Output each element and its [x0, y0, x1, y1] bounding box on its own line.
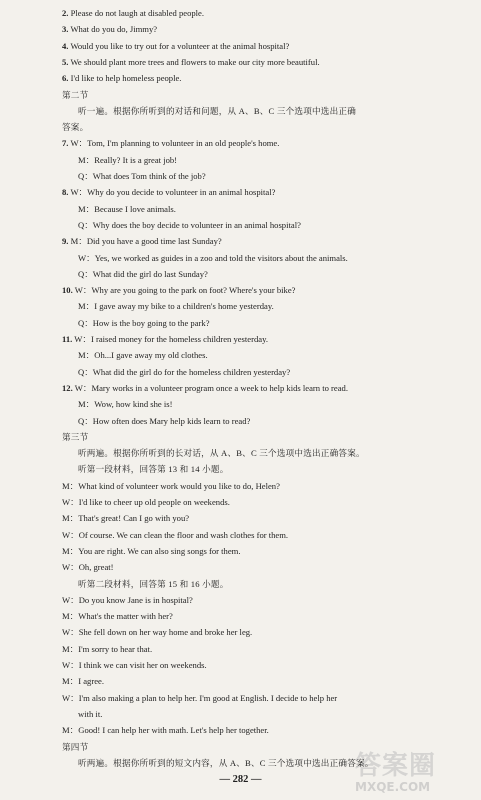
question-number: 12.: [62, 382, 73, 393]
item-5: [62, 57, 320, 68]
line-text: with it.: [78, 708, 103, 719]
line-text: W：I think we can visit her on weekends.: [62, 660, 207, 670]
line-text: W：I'm also making a plan to help her. I'm good at English. I decide to help her: [62, 692, 338, 703]
line-text: 听两遍。根据你所听到的长对话，从 A、B、C 三个选项中选出正确答案。: [78, 448, 365, 459]
item-8-q: [78, 220, 301, 231]
item-7-q: [78, 171, 206, 182]
question-number: 7.: [62, 138, 69, 149]
line-text: M：Wow, how kind she is!: [78, 399, 173, 410]
dialog-2-line-8: [62, 725, 269, 736]
item-11: [62, 334, 268, 345]
dialog-2-line-4: [62, 644, 152, 655]
item-12-q: [78, 416, 250, 427]
question-number: 8.: [62, 187, 69, 198]
item-9-q: [78, 269, 208, 280]
item-2: [62, 8, 204, 19]
material-1-heading: [78, 464, 229, 475]
line-text: W：Why do you decide to volunteer in an animal hospital?: [68, 187, 276, 198]
item-10: [62, 285, 295, 296]
line-text: 第三节: [62, 431, 89, 442]
section-2-heading: [62, 90, 88, 101]
line-text: W：Mary works in a volunteer program once a week to help kids learn to read.: [72, 382, 348, 393]
line-text: M：What kind of volunteer work would you like to do, Helen?: [62, 480, 280, 491]
line-text: What do you do, Jimmy?: [68, 24, 158, 35]
question-number: 6.: [62, 73, 69, 84]
line-text: 第四节: [62, 741, 89, 752]
dialog-1-line-2: [62, 497, 230, 508]
watermark-url: MXQE.COM: [355, 780, 431, 794]
dialog-2-line-7-cont: [78, 709, 102, 720]
line-text: 听两遍。根据你所听到的短文内容，从 A、B、C 三个选项中选出正确答案。: [78, 757, 374, 768]
dialog-1-line-5: [62, 546, 241, 557]
section-4-heading: [62, 742, 88, 753]
section-2-instruction: [78, 106, 356, 117]
dialog-1-line-1: [62, 481, 280, 492]
item-9: [62, 236, 222, 247]
item-11-q: [78, 367, 290, 378]
line-text: W：Why are you going to the park on foot? Where's your bike?: [72, 285, 296, 296]
line-text: M：Did you have a good time last Sunday?: [68, 236, 222, 247]
question-number: 5.: [62, 56, 69, 67]
item-7-m: [78, 155, 177, 166]
line-text: Q：Why does the boy decide to volunteer in an animal hospital?: [78, 219, 301, 230]
question-number: 9.: [62, 236, 69, 247]
item-8-m: [78, 204, 176, 215]
dialog-1-line-6: [62, 562, 114, 573]
item-6: [62, 73, 181, 84]
line-text: We should plant more trees and flowers to make our city more beautiful.: [68, 56, 320, 67]
line-text: W：Do you know Jane is in hospital?: [62, 594, 193, 605]
item-10-q: [78, 318, 210, 329]
dialog-1-line-4: [62, 530, 288, 541]
watermark-text: 答案圈: [355, 751, 437, 781]
section-3-heading: [62, 432, 88, 443]
line-text: 第二节: [62, 89, 89, 100]
line-text: M：I agree.: [62, 676, 104, 687]
line-text: Q：How is the boy going to the park?: [78, 317, 210, 328]
line-text: Q：How often does Mary help kids learn to read?: [78, 415, 251, 426]
item-9-w: [78, 253, 348, 264]
item-11-m: [78, 350, 208, 361]
line-text: Please do not laugh at disabled people.: [68, 8, 205, 18]
line-text: Q：What did the girl do for the homeless children yesterday?: [78, 366, 291, 377]
line-text: M：What's the matter with her?: [62, 611, 173, 622]
line-text: W：I'd like to cheer up old people on weekends.: [62, 497, 230, 507]
question-number: 3.: [62, 24, 69, 35]
line-text: 听第一段材料，回答第 13 和 14 小题。: [78, 464, 229, 475]
line-text: M：I'm sorry to hear that.: [62, 643, 153, 654]
line-text: W：I raised money for the homeless children yesterday.: [72, 334, 268, 344]
section-4-instruction: [78, 758, 374, 769]
line-text: Q：What does Tom think of the job?: [78, 171, 206, 181]
line-text: W：She fell down on her way home and broke her leg.: [62, 627, 253, 638]
line-text: M：You are right. We can also sing songs for them.: [62, 545, 241, 556]
line-text: W：Oh, great!: [62, 562, 114, 573]
line-text: M：Oh...I gave away my old clothes.: [78, 350, 208, 361]
line-text: M：Good! I can help her with math. Let's help her together.: [62, 725, 269, 736]
dialog-2-line-2: [62, 611, 173, 622]
question-number: 10.: [62, 285, 73, 296]
dialog-2-line-3: [62, 627, 252, 638]
line-text: 听第二段材料，回答第 15 和 16 小题。: [78, 578, 229, 589]
item-12: [62, 383, 348, 394]
dialog-2-line-7: [62, 693, 337, 704]
section-2-instruction-cont: [62, 122, 88, 133]
question-number: 11.: [62, 334, 73, 344]
line-text: I'd like to help homeless people.: [68, 73, 182, 84]
item-10-m: [78, 301, 274, 312]
material-2-heading: [78, 579, 229, 590]
item-8: [62, 187, 275, 198]
line-text: 听一遍。根据你所听到的对话和问题，从 A、B、C 三个选项中选出正确: [78, 105, 356, 116]
item-12-m: [78, 399, 172, 410]
page-number: — 282 —: [219, 774, 262, 785]
item-3: [62, 24, 157, 35]
line-text: W：Tom, I'm planning to volunteer in an old people's home.: [68, 138, 280, 149]
section-3-instruction: [78, 448, 365, 459]
line-text: M：Because I love animals.: [78, 203, 176, 214]
line-text: W：Of course. We can clean the floor and wash clothes for them.: [62, 529, 289, 540]
line-text: M：I gave away my bike to a children's home yesterday.: [78, 301, 274, 312]
dialog-2-line-5: [62, 660, 207, 671]
line-text: 答案。: [62, 122, 89, 133]
dialog-2-line-6: [62, 676, 104, 687]
line-text: Would you like to try out for a volunteer at the animal hospital?: [68, 40, 290, 51]
question-number: 4.: [62, 40, 69, 51]
item-4: [62, 41, 289, 52]
question-number: 2.: [62, 8, 69, 18]
dialog-2-line-1: [62, 595, 193, 606]
dialog-1-line-3: [62, 513, 189, 524]
line-text: M：That's great! Can I go with you?: [62, 513, 190, 524]
line-text: W：Yes, we worked as guides in a zoo and told the visitors about the animals.: [78, 252, 348, 263]
item-7: [62, 138, 279, 149]
line-text: Q：What did the girl do last Sunday?: [78, 268, 208, 279]
line-text: M：Really? It is a great job!: [78, 154, 178, 165]
